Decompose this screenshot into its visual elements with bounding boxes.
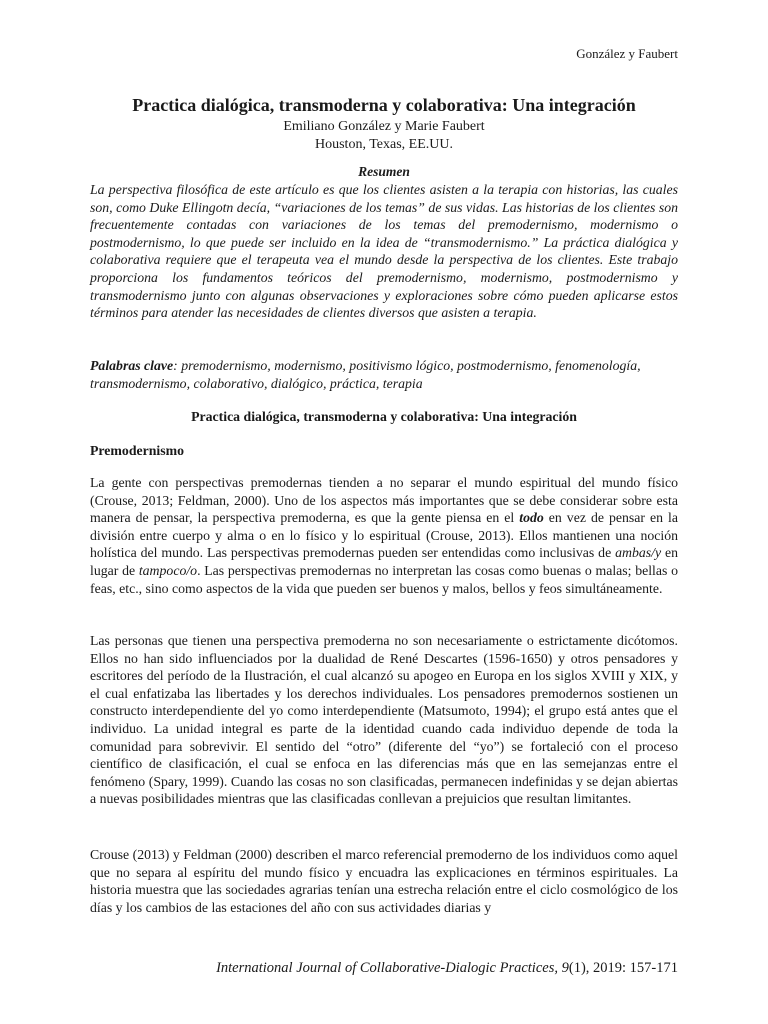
body-paragraph — [90, 474, 678, 597]
keywords — [90, 357, 678, 392]
keywords-list: : premodernismo, modernismo, positivismo lógico, postmodernismo, fenomenología, transmodernismo, colaborativo, dialógico, práctica, terapia — [90, 358, 641, 391]
journal-page — [90, 0, 678, 1024]
journal-issue: (1), 2019: 157-171 — [568, 960, 678, 976]
paragraph-text: en vez de pensar en la división entre cuerpo y alma o en lo físico y lo espiritual (Crouse, 2013). Ellos mantienen una noción holística del mundo. Las perspectivas premodernas pueden ser entendidas como inclusivas de — [90, 510, 678, 561]
paragraph-text: . Las perspectivas premodernas no interpretan las cosas como buenas o malas; bellas o feas, etc., sino como aspectos de la vida que pueden ser buenos y malos, bellos y feos simultáneamente. — [90, 562, 678, 596]
running-head: González y Faubert — [576, 46, 678, 61]
body-paragraph: Crouse (2013) y Feldman (2000) describen el marco referencial premoderno de los individuos como aquel que no separa al espíritu del mundo físico y encuadra las explicaciones en términos espirituales. La historia muestra que las sociedades agrarias tenían una estrecha relación entre el ciclo cosmológico de los días y los cambios de las estaciones del año con sus actividades diarias y — [90, 847, 678, 915]
emphasis-text: todo — [519, 510, 544, 526]
journal-name: International Journal of Collaborative-Dialogic Practices, 9 — [216, 960, 569, 976]
paragraph-text: en lugar de — [90, 545, 678, 578]
abstract-text: La perspectiva filosófica de este artículo es que los clientes asisten a la terapia con historias, las cuales son, como Duke Ellingotn decía, “variaciones de los temas” de sus vidas. Las historias de los clientes son frecuentemente contadas con variaciones de los temas del premodernismo, modernismo o postmodernismo, lo que puede ser incluido en la idea de “transmodernismo.” La práctica dialógica y colaborativa requiere que el terapeuta vea el mundo desde la perspectiva de los clientes. Este trabajo proporciona los fundamentos teóricos del premodernismo, modernismo, postmodernismo y transmodernismo junto con algunas observaciones y exploraciones sobre cómo pueden aplicarse estos términos para atender las necesidades de clientes diversos que asisten a terapia. — [90, 182, 678, 321]
emphasis-text: tampoco/o — [138, 562, 198, 578]
emphasis-text: ambas/y — [615, 545, 662, 561]
section-heading: Premodernismo — [90, 443, 185, 458]
article-authors: Emiliano González y Marie Faubert — [283, 119, 485, 134]
keywords-label: Palabras clave — [90, 358, 174, 373]
article-title: Practica dialógica, transmoderna y colaborativa: Una integración — [132, 95, 636, 115]
section-title-repeat: Practica dialógica, transmoderna y colaborativa: Una integración — [191, 409, 577, 424]
journal-footer — [216, 960, 678, 977]
abstract-heading: Resumen — [358, 164, 410, 179]
body-paragraph: Las personas que tienen una perspectiva premoderna no son necesariamente o estrictamente dicótomos. Ellos no han sido influenciados por la dualidad de René Descartes (1596-1650) y otros pensadores y escritores del período de la Ilustración, el cual alcanzó su apogeo en Europa en los siglos XVIII y XIX, y el cual enfatizaba las libertades y los derechos individuales. Los pensadores premodernos sostienen un constructo interdependiente del yo como interdependiente (Matsumoto, 1994); el grupo está antes que el individuo. La unidad integral es parte de la identidad cuando cada individuo depende de toda la comunidad para sobrevivir. El sentido del “otro” (diferente del “yo”) se fortaleció con el proceso científico de clasificación, el cual se enfoca en las diferencias más que en las semejanzas entre el fenómeno (Spary, 1999). Cuando las cosas no son clasificadas, permanecen indefinidas y se dejan abiertas a nuevas posibilidades mientras que las clasificadas conllevan a prejuicios que resultan limitantes. — [90, 633, 678, 807]
author-affiliation: Houston, Texas, EE.UU. — [315, 137, 453, 152]
paragraph-text: La gente con perspectivas premodernas tienden a no separar el mundo espiritual del mundo físico (Crouse, 2013; Feldman, 2000). Uno de los aspectos más importantes que se debe considerar sobre esta manera de pensar, la perspectiva premoderna, es que la gente piensa en el — [90, 475, 678, 526]
